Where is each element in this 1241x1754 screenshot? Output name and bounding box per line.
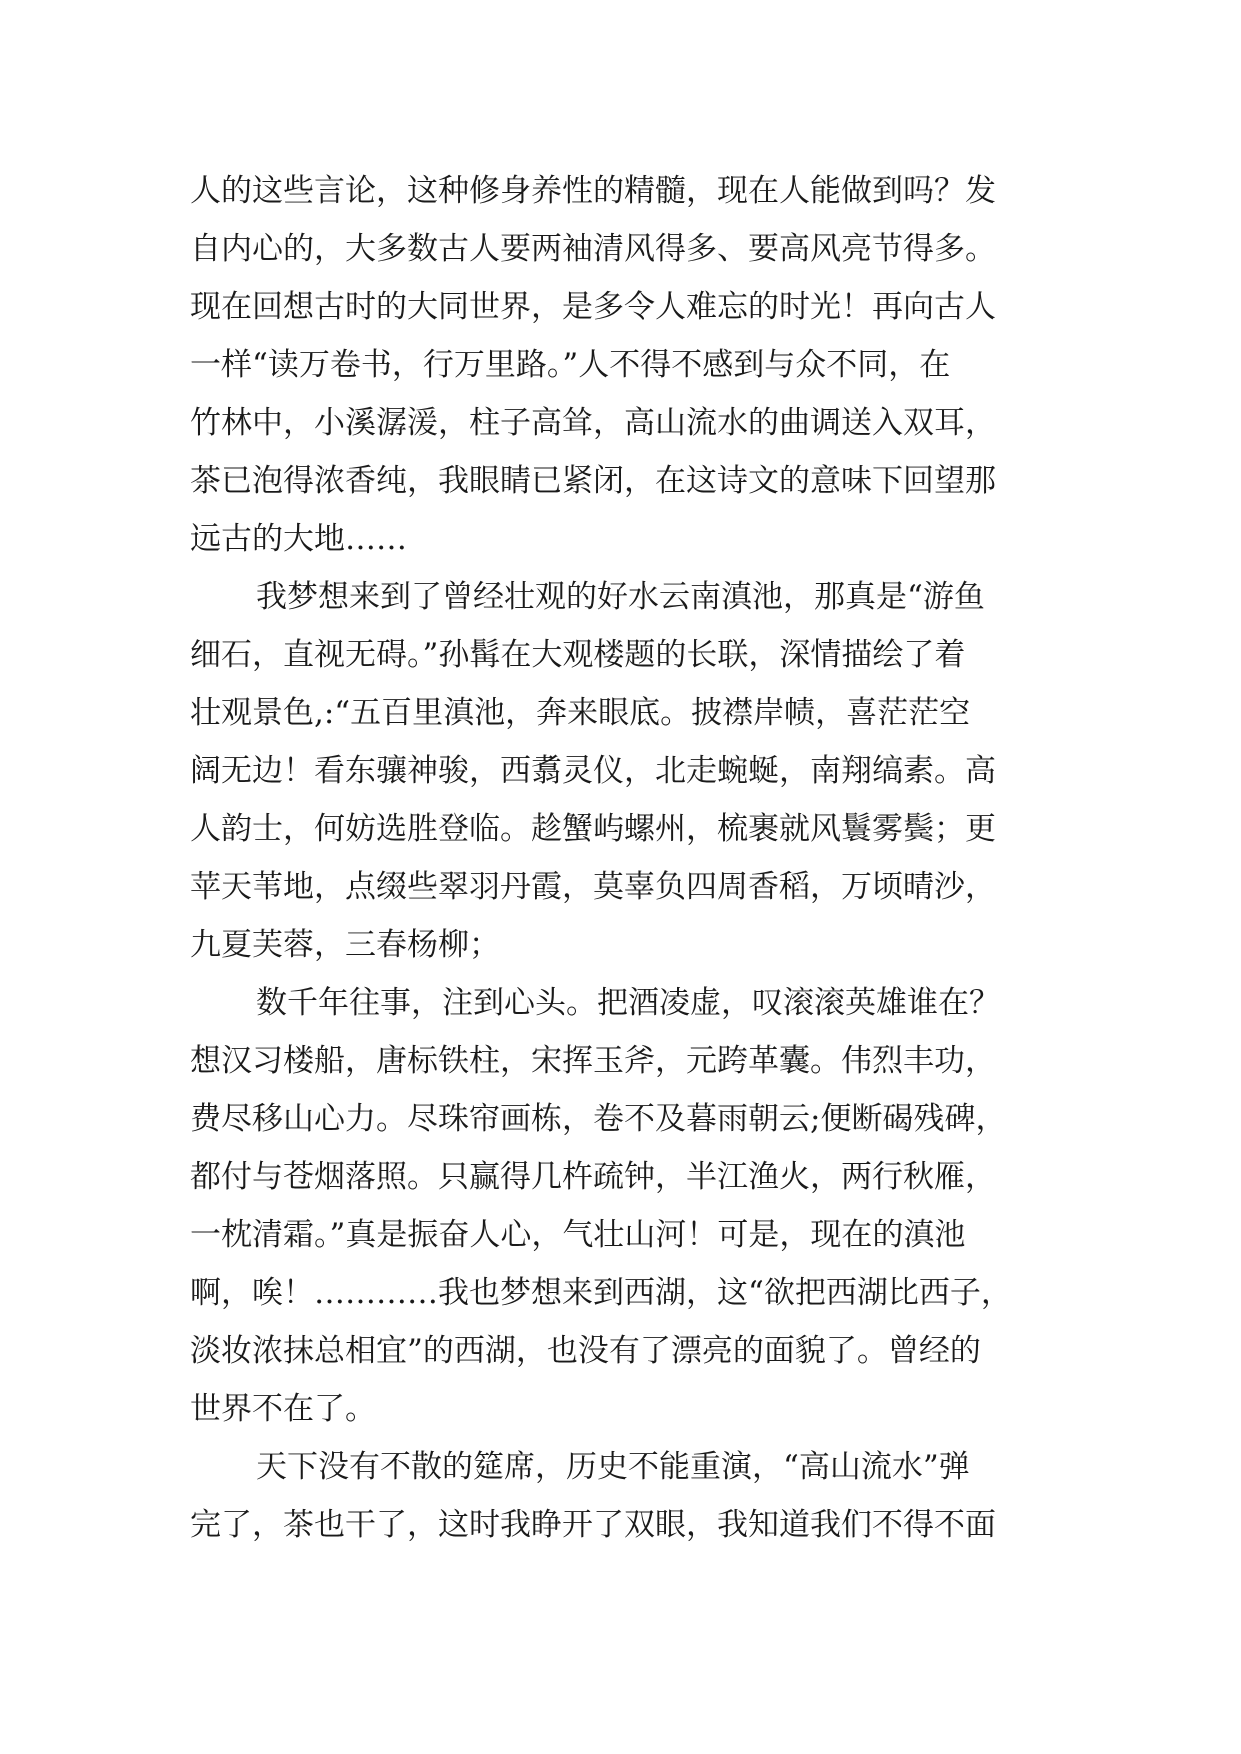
paragraph-first-line: 我梦想来到了曾经壮观的好水云南滇池，那真是“游鱼 — [256, 579, 985, 615]
text-line: 苹天苇地，点缀些翠羽丹霞，莫辜负四周香稻，万顷晴沙， — [190, 869, 996, 905]
text-line: 都付与苍烟落照。只赢得几杵疏钟，半江渔火，两行秋雁， — [190, 1159, 996, 1195]
paragraph-first-line: 数千年往事，注到心头。把酒凌虚，叹滚滚英雄谁在？ — [256, 985, 1000, 1021]
text-line: 人的这些言论，这种修身养性的精髓，现在人能做到吗？发 — [190, 173, 996, 209]
text-line: 一枕清霜。”真是振奋人心，气壮山河！可是，现在的滇池 — [190, 1217, 966, 1253]
text-line: 想汉习楼船，唐标铁柱，宋挥玉斧，元跨革囊。伟烈丰功， — [190, 1043, 996, 1079]
paragraph-first-line: 天下没有不散的筵席，历史不能重演，“高山流水”弹 — [256, 1449, 970, 1485]
text-line: 一样“读万卷书，行万里路。”人不得不感到与众不同，在 — [190, 347, 951, 383]
text-line: 费尽移山心力。尽珠帘画栋，卷不及暮雨朝云;便断碣残碑， — [190, 1101, 1007, 1137]
text-line: 世界不在了。 — [190, 1391, 376, 1427]
text-line: 淡妆浓抹总相宜”的西湖，也没有了漂亮的面貌了。曾经的 — [190, 1333, 981, 1369]
text-line: 现在回想古时的大同世界，是多令人难忘的时光！再向古人 — [190, 289, 996, 325]
text-line: 远古的大地…… — [190, 521, 407, 557]
text-line: 茶已泡得浓香纯，我眼睛已紧闭，在这诗文的意味下回望那 — [190, 463, 996, 499]
text-line: 自内心的，大多数古人要两袖清风得多、要高风亮节得多。 — [190, 231, 996, 267]
text-line: 阔无边！看东骧神骏，西翥灵仪，北走蜿蜒，南翔缟素。高 — [190, 753, 996, 789]
text-line: 细石，直视无碍。”孙髯在大观楼题的长联，深情描绘了着 — [190, 637, 966, 673]
text-line: 壮观景色,:“五百里滇池，奔来眼底。披襟岸帻，喜茫茫空 — [190, 695, 971, 731]
text-line: 人韵士，何妨选胜登临。趁蟹屿螺州，梳裹就风鬟雾鬓；更 — [190, 811, 996, 847]
text-line: 完了，茶也干了，这时我睁开了双眼，我知道我们不得不面 — [190, 1507, 996, 1543]
text-line: 竹林中，小溪潺湲，柱子高耸，高山流水的曲调送入双耳， — [190, 405, 996, 441]
text-line: 九夏芙蓉，三春杨柳； — [190, 927, 500, 963]
document-body — [190, 162, 1070, 1554]
text-line: 啊，唉！…………我也梦想来到西湖，这“欲把西湖比西子， — [190, 1275, 1012, 1311]
